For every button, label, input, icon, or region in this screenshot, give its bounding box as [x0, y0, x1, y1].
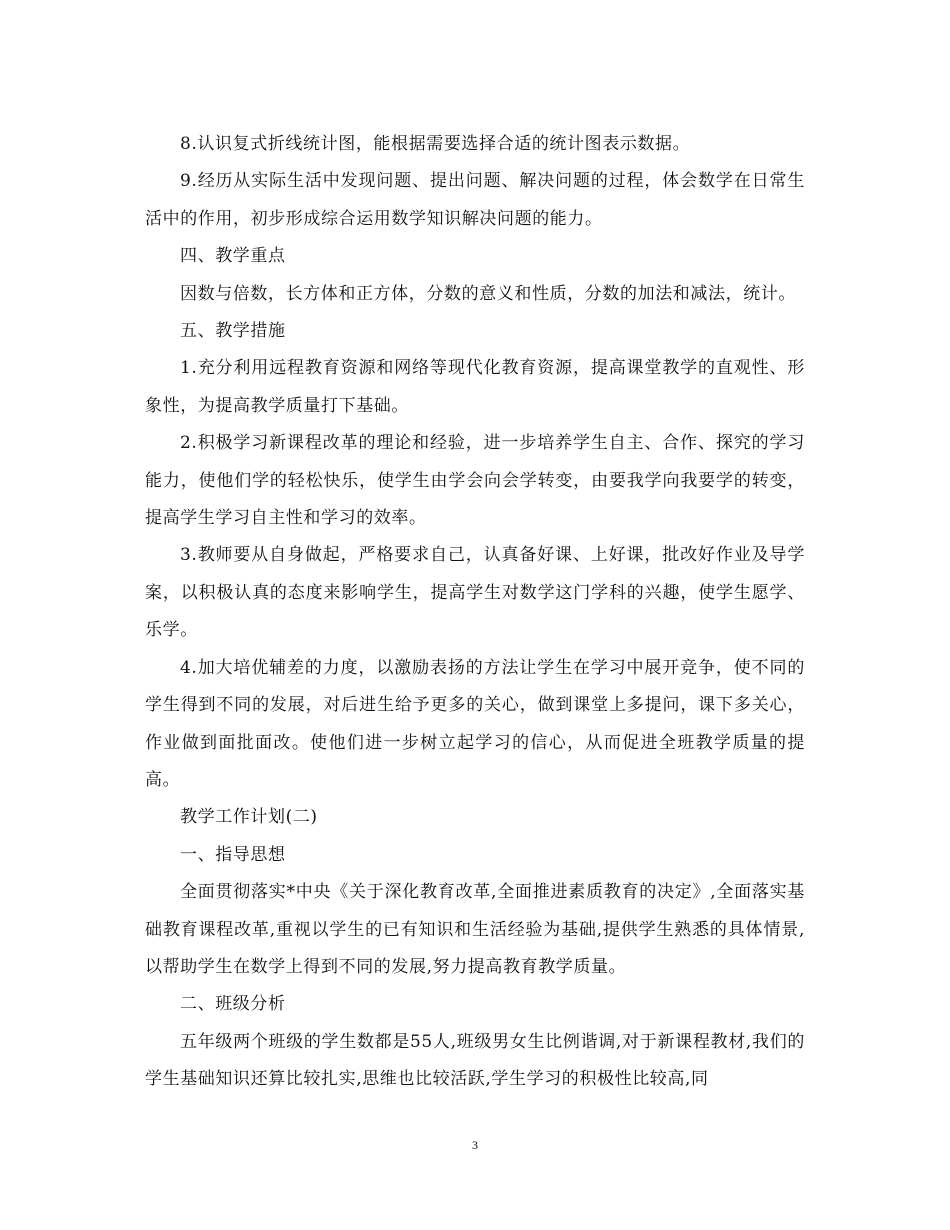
section-heading-teaching-measures: 五、教学措施: [180, 321, 286, 342]
guiding-ideology-text: 全面贯彻落实*中央《关于深化教育改革,全面推进素质教育的决定》,全面落实基础教育课程改革,重视以学生的已有知识和生活经验为基础,提供学生熟悉的具体情景,以帮助学生在数学上得到不同的发展,努力提高教育教学质量。: [145, 882, 805, 977]
measure-item-2: 2.积极学习新课程改革的理论和经验，进一步培养学生自主、合作、探究的学习能力，使他们学的轻松快乐，使学生由学会向会学转变，由要我学向我要学的转变，提高学生学习自主性和学习的效率。: [145, 433, 805, 529]
measure-item-1: 1.充分利用远程教育资源和网络等现代化教育资源，提高课堂教学的直观性、形象性，为提高教学质量打下基础。: [145, 358, 805, 416]
plan-title-two: 教学工作计划(二): [180, 807, 318, 828]
list-item-8: 8.认识复式折线统计图，能根据需要选择合适的统计图表示数据。: [180, 134, 691, 154]
section-heading-teaching-focus: 四、教学重点: [180, 246, 286, 267]
class-analysis-text: 五年级两个班级的学生数都是55人,班级男女生比例谐调,对于新课程教材,我们的学生基础知识还算比较扎实,思维也比较活跃,学生学习的积极性比较高,同: [145, 1031, 805, 1090]
section-heading-class-analysis: 二、班级分析: [180, 994, 286, 1015]
teaching-focus-text: 因数与倍数，长方体和正方体，分数的意义和性质，分数的加法和减法，统计。: [180, 283, 796, 304]
section-heading-guiding-ideology: 一、指导思想: [180, 844, 286, 865]
document-body: [145, 126, 805, 1099]
measure-item-4: 4.加大培优辅差的力度，以激励表扬的方法让学生在学习中展开竞争，使不同的学生得到不同的发展，对后进生给予更多的关心，做到课堂上多提问，课下多关心，作业做到面批面改。使他们进一步树立起学习的信心，从而促进全班教学质量的提高。: [145, 657, 805, 790]
measure-item-3: 3.教师要从自身做起，严格要求自己，认真备好课、上好课，批改好作业及导学案，以积极认真的态度来影响学生，提高学生对数学这门学科的兴趣，使学生愿学、乐学。: [145, 545, 805, 641]
page-number: 3: [472, 1138, 478, 1152]
list-item-9: 9.经历从实际生活中发现问题、提出问题、解决问题的过程，体会数学在日常生活中的作用，初步形成综合运用数学知识解决问题的能力。: [145, 171, 805, 229]
